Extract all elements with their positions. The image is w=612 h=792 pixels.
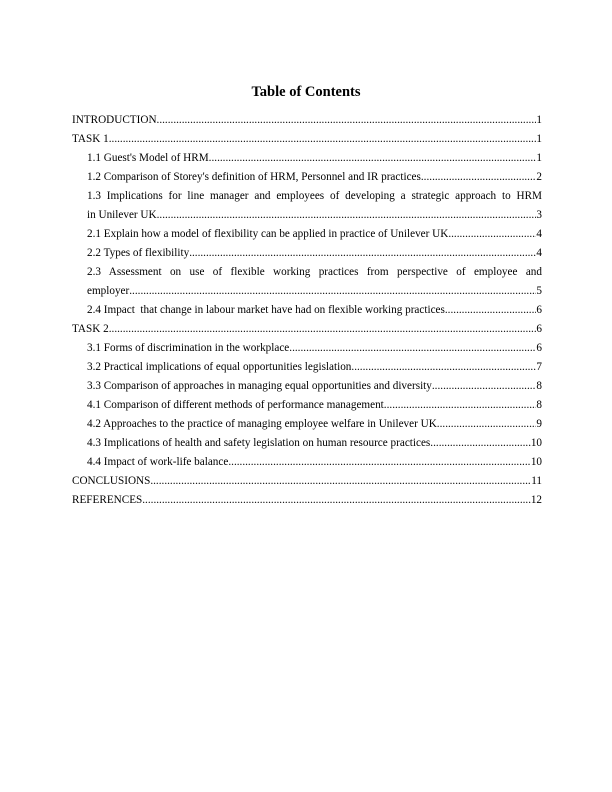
- toc-page-number: 4: [536, 228, 542, 240]
- toc-entry-text-line2: in Unilever UK: [87, 209, 157, 221]
- toc-entry-text: 1.1 Guest's Model of HRM: [87, 152, 209, 164]
- dot-leader: [445, 301, 537, 320]
- toc-page-number: 9: [536, 418, 542, 430]
- toc-entry-text-line1: 1.3 Implications for line manager and employees of developing a strategic approach to HRM: [87, 190, 542, 202]
- dot-leader: [142, 491, 531, 510]
- toc-entry-text: TASK 1: [72, 133, 109, 145]
- toc-page-number: 1: [536, 133, 542, 145]
- dot-leader: [209, 149, 537, 168]
- toc-page-number: 6: [536, 342, 542, 354]
- dot-leader: [289, 339, 536, 358]
- toc-page-number: 6: [536, 323, 542, 335]
- toc-page-number: 12: [530, 494, 542, 506]
- toc-entry-text: TASK 2: [72, 323, 109, 335]
- toc-entry-text-line1: 2.3 Assessment on use of flexible working practices from perspective of employee and: [87, 266, 542, 278]
- page-title: Table of Contents: [251, 84, 361, 100]
- toc-entry-3-2[interactable]: [72, 358, 542, 377]
- toc-entry-4-1[interactable]: [72, 396, 542, 415]
- toc-entry-introduction[interactable]: [72, 111, 542, 130]
- toc-entry-1-3[interactable]: [72, 187, 542, 225]
- toc-page-number: 5: [536, 285, 542, 297]
- toc-entry-4-4[interactable]: [72, 453, 542, 472]
- toc-entry-task-1[interactable]: [72, 130, 542, 149]
- toc-entry-task-2[interactable]: [72, 320, 542, 339]
- toc-entry-references[interactable]: [72, 491, 542, 510]
- dot-leader: [448, 225, 536, 244]
- toc-entry-2-1[interactable]: [72, 225, 542, 244]
- toc-entry-text: 3.1 Forms of discrimination in the workplace: [87, 342, 290, 354]
- toc-page-number: 1: [536, 114, 542, 126]
- toc-entry-4-2[interactable]: [72, 415, 542, 434]
- dot-leader: [129, 282, 536, 301]
- dot-leader: [421, 168, 537, 187]
- toc-entry-text: 3.2 Practical implications of equal opportunities legislation: [87, 361, 352, 373]
- toc-entry-text: 1.2 Comparison of Storey's definition of HRM, Personnel and IR practices: [87, 171, 421, 183]
- toc-entry-3-3[interactable]: [72, 377, 542, 396]
- dot-leader: [437, 415, 537, 434]
- toc-entry-text: 3.3 Comparison of approaches in managing equal opportunities and diversity: [87, 380, 432, 392]
- toc-entry-text: 2.1 Explain how a model of flexibility can be applied in practice of Unilever UK: [87, 228, 449, 240]
- toc-entry-text: 4.1 Comparison of different methods of performance management: [87, 399, 384, 411]
- toc-page-number: 2: [536, 171, 542, 183]
- toc-page-number: 1: [536, 152, 542, 164]
- toc-entry-1-2[interactable]: [72, 168, 542, 187]
- toc-entry-text: INTRODUCTION: [72, 114, 157, 126]
- toc-entry-text: 4.2 Approaches to the practice of managing employee welfare in Unilever UK: [87, 418, 437, 430]
- dot-leader: [109, 320, 537, 339]
- dot-leader: [351, 358, 536, 377]
- toc-entry-3-1[interactable]: [72, 339, 542, 358]
- toc-page-number: 6: [536, 304, 542, 316]
- toc-page-number: 7: [536, 361, 542, 373]
- toc-entry-conclusions[interactable]: [72, 472, 542, 491]
- dot-leader: [430, 434, 531, 453]
- dot-leader: [384, 396, 537, 415]
- toc-entry-text: 4.3 Implications of health and safety legislation on human resource practices: [87, 437, 431, 449]
- toc-entry-2-2[interactable]: [72, 244, 542, 263]
- dot-leader: [150, 472, 531, 491]
- toc-page-number: 11: [531, 475, 542, 487]
- toc-entry-text: CONCLUSIONS: [72, 475, 151, 487]
- dot-leader: [109, 130, 537, 149]
- dot-leader: [157, 111, 537, 130]
- dot-leader: [157, 206, 537, 225]
- dot-leader: [228, 453, 530, 472]
- toc-entry-text-line2: employer: [87, 285, 130, 297]
- toc-entry-text: 2.4 Impact that change in labour market have had on flexible working practices: [87, 304, 445, 316]
- table-of-contents: [72, 111, 542, 510]
- toc-entry-text: 4.4 Impact of work-life balance: [87, 456, 229, 468]
- toc-page-number: 4: [536, 247, 542, 259]
- toc-entry-4-3[interactable]: [72, 434, 542, 453]
- toc-entry-2-3[interactable]: [72, 263, 542, 301]
- toc-page-number: 10: [530, 437, 542, 449]
- toc-page-number: 8: [536, 380, 542, 392]
- toc-entry-1-1[interactable]: [72, 149, 542, 168]
- toc-entry-2-4[interactable]: [72, 301, 542, 320]
- toc-page-number: 8: [536, 399, 542, 411]
- toc-entry-text: 2.2 Types of flexibility: [87, 247, 190, 259]
- toc-page-number: 3: [536, 209, 542, 221]
- toc-entry-text: REFERENCES: [72, 494, 143, 506]
- dot-leader: [432, 377, 537, 396]
- toc-page-number: 10: [530, 456, 542, 468]
- dot-leader: [189, 244, 536, 263]
